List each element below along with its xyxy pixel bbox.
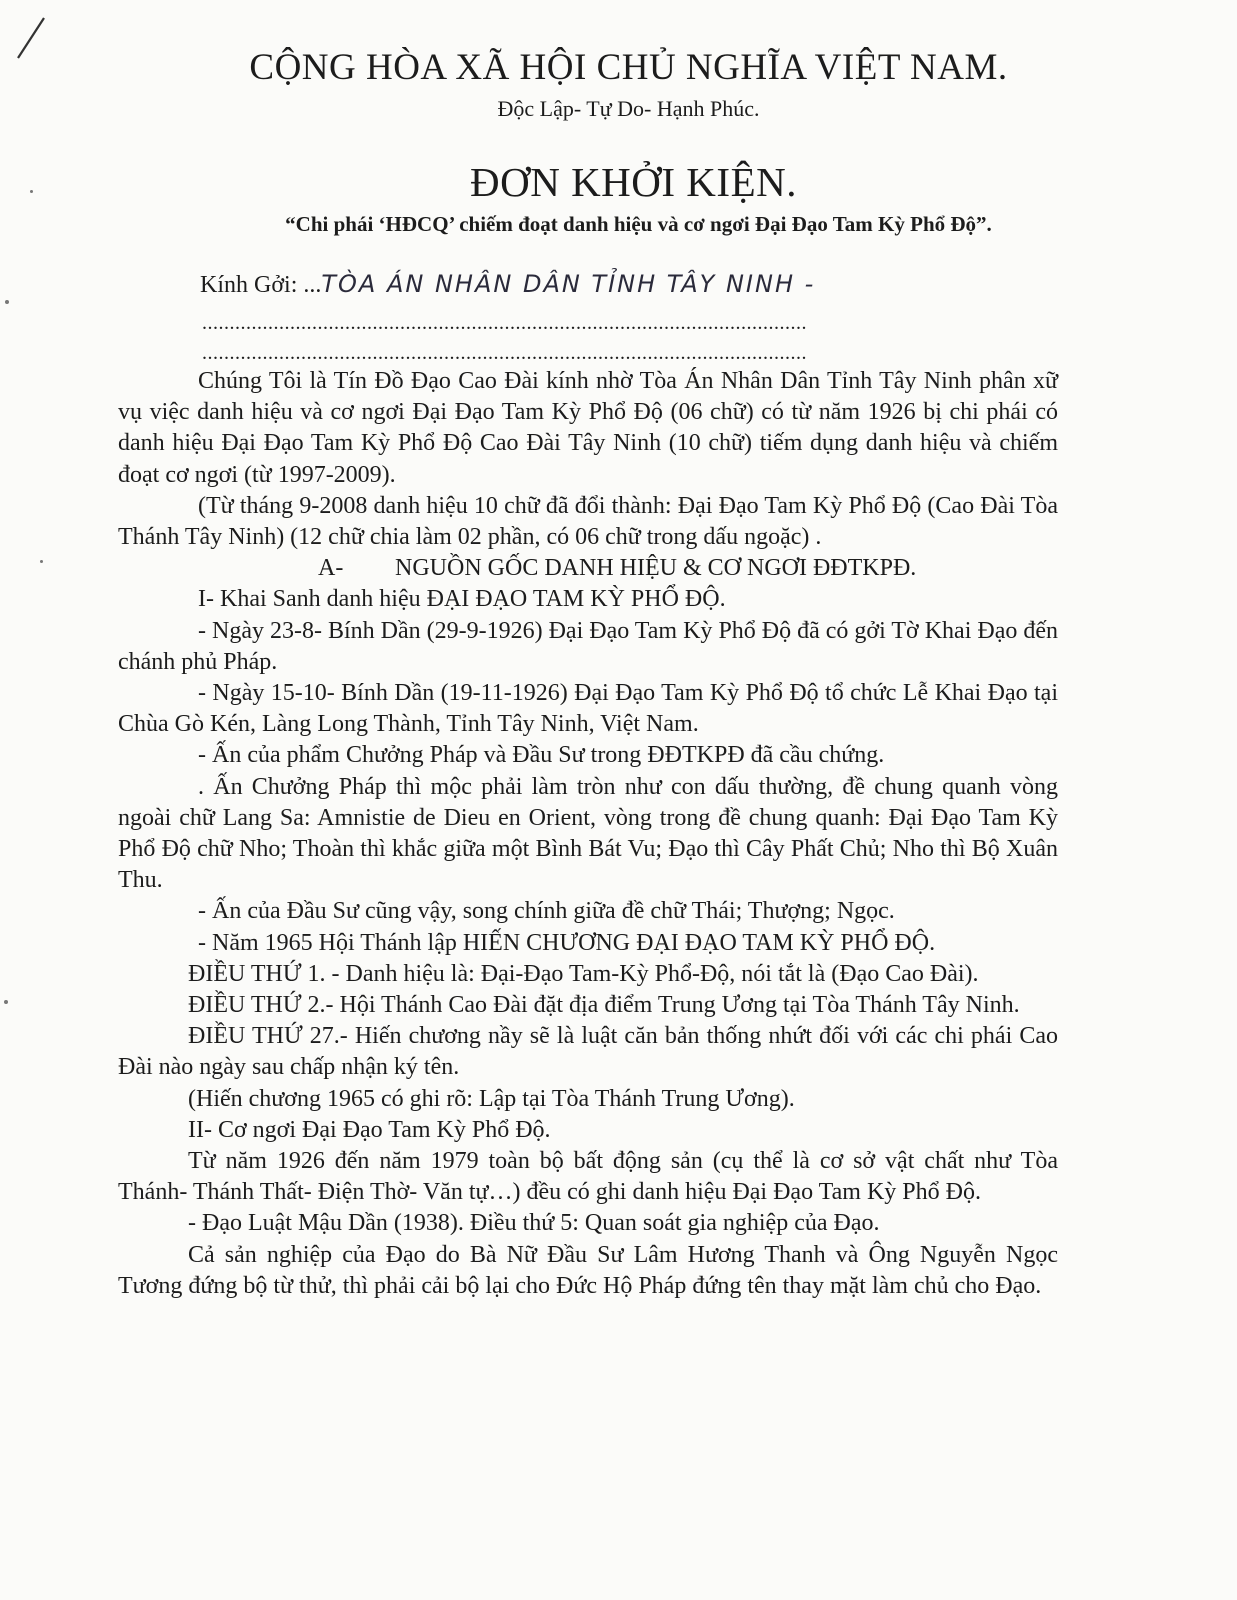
list-item: - Ngày 15-10- Bính Dần (19-11-1926) Đại Đạo Tam Kỳ Phổ Độ tổ chức Lễ Khai Đạo tại Chùa Gò Kén, Làng Long Thành, Tỉnh Tây Ninh, Việt Nam. [118,680,1058,738]
national-header: CỘNG HÒA XÃ HỘI CHỦ NGHĨA VIỆT NAM. [249,47,1008,88]
paragraph-property: Từ năm 1926 đến năm 1979 toàn bộ bất động sản (cụ thể là cơ sở vật chất như Tòa Thánh- Thánh Thất- Điện Thờ- Văn tự…) đều có ghi danh hiệu Đại Đạo Tam Kỳ Phổ Độ. [118,1148,1058,1206]
list-item: - Ngày 23-8- Bính Dần (29-9-1926) Đại Đạo Tam Kỳ Phổ Độ đã có gởi Tờ Khai Đạo đến chánh phủ Pháp. [118,617,1058,675]
list-item: - Ấn của Đầu Sư cũng vậy, song chính giữa đề chữ Thái; Thượng; Ngọc. [198,898,895,925]
document-title: ĐƠN KHỞI KIỆN. [470,159,797,205]
charter-article: ĐIỀU THỨ 1. - Danh hiệu là: Đại-Đạo Tam-Kỳ Phổ-Độ, nói tắt là (Đạo Cao Đài). [188,960,979,987]
list-item: - Đạo Luật Mậu Dần (1938). Điều thứ 5: Quan soát gia nghiệp của Đạo. [188,1210,880,1237]
document-body [118,366,1058,1302]
handwritten-recipient: TÒA ÁN NHÂN DÂN TỈNH TÂY NINH - [321,270,816,298]
list-item: - Ấn của phẩm Chưởng Pháp và Đầu Sư trong ĐĐTKPĐ đã cầu chứng. [198,742,885,769]
paragraph-intro: Chúng Tôi là Tín Đồ Đạo Cao Đài kính nhờ Tòa Án Nhân Dân Tỉnh Tây Ninh phân xữ vụ việc danh hiệu và cơ ngơi Đại Đạo Tam Kỳ Phổ Độ (06 chữ) có từ năm 1926 bị chi phái có danh hiệu Đại Đạo Tam Kỳ Phổ Độ Cao Đài Tây Ninh (10 chữ) tiếm dụng danh hiệu và chiếm đoạt cơ ngơi (từ 1997-2009). [118,368,1058,488]
addressee-label: Kính Gởi: ... [200,272,322,298]
list-item: . Ấn Chưởng Pháp thì mộc phải làm tròn như con dấu thường, đề chung quanh vòng ngoài chữ Lang Sa: Amnistie de Dieu en Orient, vòng trong đề chung quanh: Đại Đạo Tam Kỳ Phổ Độ chữ Nho; Thoàn thì khắc giữa một Bình Bát Vu; Đạo thì Cây Phất Chủ; Nho thì Bộ Xuân Thu. [118,773,1058,894]
section-a-heading [118,553,1058,584]
charter-article: ĐIỀU THỨ 27.- Hiến chương nầy sẽ là luật căn bản thống nhứt đối với các chi phái Cao Đài nào ngày sau chấp nhận ký tên. [118,1023,1058,1081]
section-a-letter: A- [318,555,344,582]
scan-speck [40,560,43,563]
paragraph-note-2008: (Từ tháng 9-2008 danh hiệu 10 chữ đã đổi thành: Đại Đạo Tam Kỳ Phổ Độ (Cao Đài Tòa Thánh Tây Ninh) (12 chữ chia làm 02 phần, có 06 chữ trong dấu ngoặc) . [118,492,1058,551]
paragraph-law-detail: Cả sản nghiệp của Đạo do Bà Nữ Đầu Sư Lâm Hương Thanh và Ông Nguyễn Ngọc Tương đứng bộ từ thử, thì phải cải bộ lại cho Đức Hộ Pháp đứng tên thay mặt làm chủ cho Đạo. [118,1241,1058,1299]
scan-speck [5,300,9,304]
charter-note: (Hiến chương 1965 có ghi rõ: Lập tại Tòa Thánh Trung Ương). [188,1085,795,1112]
section-a-title: NGUỒN GỐC DANH HIỆU & CƠ NGƠI ĐĐTKPĐ. [395,555,917,582]
document-subtitle: “Chi phái ‘HĐCQ’ chiếm đoạt danh hiệu và cơ ngơi Đại Đạo Tam Kỳ Phổ Độ”. [285,212,992,236]
charter-article: ĐIỀU THỨ 2.- Hội Thánh Cao Đài đặt địa điểm Trung Ương tại Tòa Thánh Tây Ninh. [188,992,1020,1019]
national-motto: Độc Lập- Tự Do- Hạnh Phúc. [497,96,760,121]
blank-line: .............................................................................................................. [202,342,807,364]
section-ii-heading: II- Cơ ngơi Đại Đạo Tam Kỳ Phổ Độ. [188,1116,551,1143]
blank-line: .............................................................................................................. [202,312,807,334]
addressee-line [200,270,815,299]
list-item: - Năm 1965 Hội Thánh lập HIẾN CHƯƠNG ĐẠI ĐẠO TAM KỲ PHỔ ĐỘ. [198,929,936,956]
section-i-heading: I- Khai Sanh danh hiệu ĐẠI ĐẠO TAM KỲ PHỔ ĐỘ. [198,586,726,613]
scan-speck [4,1000,8,1004]
